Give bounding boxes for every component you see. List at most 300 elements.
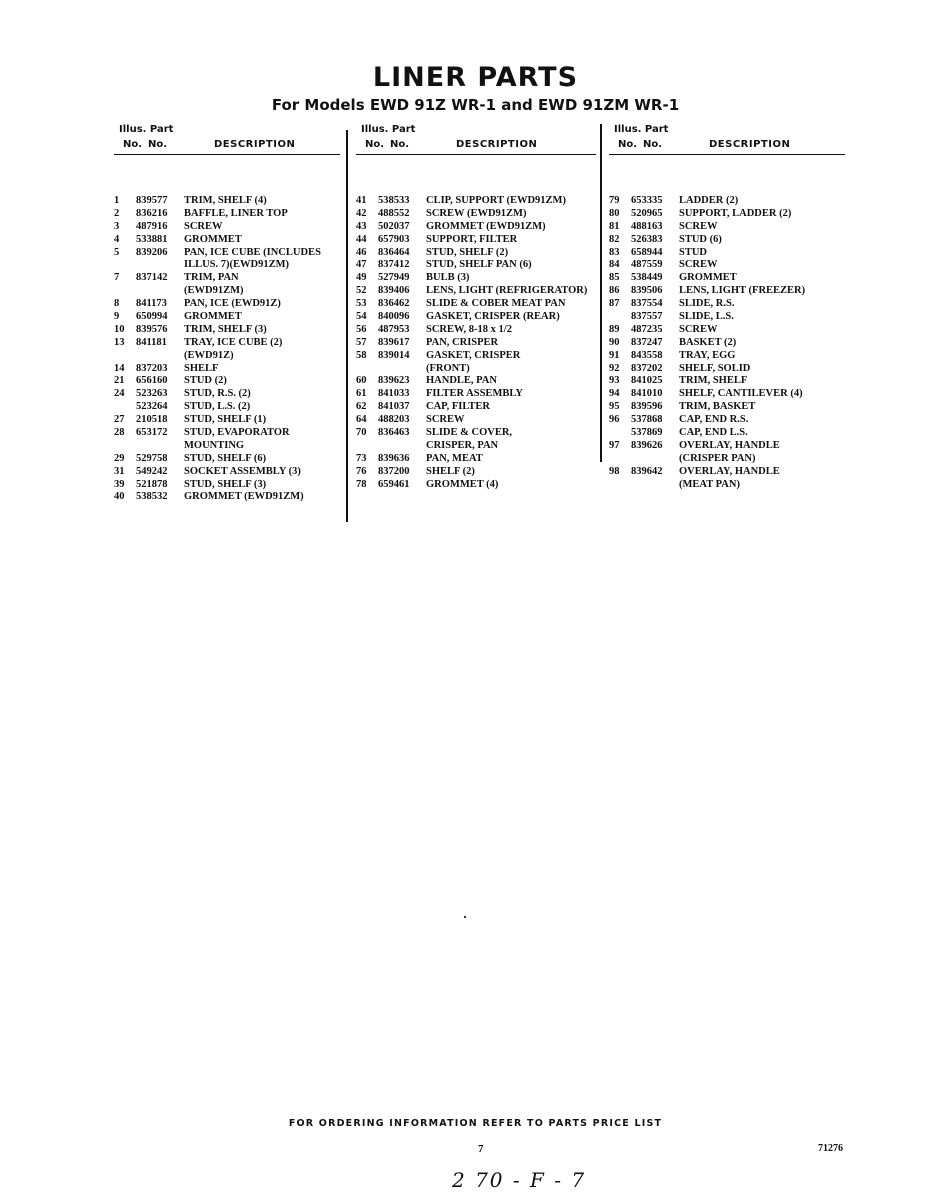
parts-row: [114, 311, 340, 324]
parts-row: [356, 479, 596, 492]
part-no: 837203: [136, 362, 168, 374]
parts-row: [609, 337, 845, 350]
description: GROMMET (4): [426, 478, 499, 490]
parts-row: [609, 234, 845, 247]
part-no: 839636: [378, 452, 410, 464]
illus-no: 57: [356, 336, 367, 348]
description: SCREW: [679, 259, 718, 271]
ordering-info: FOR ORDERING INFORMATION REFER TO PARTS PRICE LIST: [288, 1118, 663, 1129]
description: PAN, ICE CUBE (INCLUDES: [184, 246, 321, 258]
part-no: 841181: [136, 336, 167, 348]
parts-row: [356, 440, 596, 453]
illus-no: 61: [356, 388, 367, 400]
description: CAP, END R.S.: [679, 414, 749, 426]
description: STUD, R.S. (2): [184, 388, 251, 400]
parts-row: [114, 453, 340, 466]
description: OVERLAY, HANDLE: [679, 465, 780, 477]
description: CLIP, SUPPORT (EWD91ZM): [426, 195, 566, 206]
illus-no: 81: [609, 220, 620, 232]
illus-no: 89: [609, 323, 620, 335]
description: GASKET, CRISPER (REAR): [426, 311, 560, 323]
column-header: [609, 122, 845, 155]
header-illus-no: No.: [365, 139, 385, 150]
description: (EWD91ZM): [184, 285, 244, 297]
description: STUD, SHELF (3): [184, 478, 267, 490]
illus-no: 97: [609, 439, 620, 451]
illus-no: 80: [609, 207, 620, 219]
description: SLIDE, R.S.: [679, 298, 735, 310]
description: SHELF, SOLID: [679, 362, 751, 374]
illus-no: [356, 363, 378, 376]
description: CAP, FILTER: [426, 401, 490, 413]
description: (EWD91Z): [184, 349, 234, 361]
illus-no: 41: [356, 195, 367, 206]
illus-no: 7: [114, 272, 120, 284]
illus-no: 73: [356, 452, 367, 464]
part-no: 837202: [631, 362, 663, 374]
parts-row: [356, 311, 596, 324]
description: GROMMET: [184, 311, 242, 323]
part-no: 837554: [631, 298, 663, 310]
description: STUD, L.S. (2): [184, 401, 251, 413]
parts-row: [356, 350, 596, 363]
part-no: 836216: [136, 207, 168, 219]
description: SCREW: [184, 220, 223, 232]
parts-row: [114, 272, 340, 285]
description: SLIDE & COBER MEAT PAN: [426, 298, 566, 310]
document-code: 71276: [818, 1143, 843, 1154]
illus-no: 84: [609, 259, 620, 271]
description: SHELF (2): [426, 465, 475, 477]
description: OVERLAY, HANDLE: [679, 439, 780, 451]
illus-no: [356, 440, 378, 453]
illus-no: 53: [356, 298, 367, 310]
part-no: 658944: [631, 246, 663, 258]
part-no: 650994: [136, 311, 168, 323]
illus-no: 10: [114, 323, 125, 335]
parts-row: [609, 324, 845, 337]
description: GROMMET: [184, 233, 242, 245]
header-part-no: No.: [148, 139, 168, 150]
illus-no: 60: [356, 375, 367, 387]
parts-row: [114, 427, 340, 440]
parts-row: [609, 466, 845, 479]
header-part-no: No.: [390, 139, 410, 150]
part-no: 549242: [136, 465, 168, 477]
illus-no: [609, 311, 631, 324]
illus-no: 94: [609, 388, 620, 400]
illus-no: 3: [114, 220, 120, 232]
description: GROMMET (EWD91ZM): [426, 220, 546, 232]
description: SUPPORT, LADDER (2): [679, 207, 792, 219]
illus-no: 86: [609, 285, 620, 297]
parts-row: [356, 298, 596, 311]
description: STUD, SHELF (2): [426, 246, 509, 258]
part-no: 836464: [378, 246, 410, 258]
illus-no: 24: [114, 388, 125, 400]
part-no: 657903: [378, 233, 410, 245]
illus-no: 43: [356, 220, 367, 232]
illus-no: 27: [114, 414, 125, 426]
description: PAN, ICE (EWD91Z): [184, 298, 281, 310]
parts-row: [356, 221, 596, 234]
parts-column-1: [114, 122, 340, 504]
description: SLIDE & COVER,: [426, 427, 513, 439]
part-no: 538532: [136, 491, 168, 503]
description: STUD (2): [184, 375, 227, 387]
description: MOUNTING: [184, 439, 245, 451]
parts-row: [356, 466, 596, 479]
illus-no: 5: [114, 246, 120, 258]
illus-no: [609, 479, 631, 492]
illus-no: 70: [356, 427, 367, 439]
parts-row: [356, 324, 596, 337]
parts-row: [114, 208, 340, 221]
description: SCREW: [679, 323, 718, 335]
part-no: 488203: [378, 414, 410, 426]
illus-no: 14: [114, 362, 125, 374]
column-divider: [600, 124, 602, 462]
illus-no: 31: [114, 465, 125, 477]
description: STUD, SHELF (1): [184, 414, 267, 426]
part-no: [136, 285, 184, 298]
parts-row: [114, 285, 340, 298]
illus-no: [114, 285, 136, 298]
description: SHELF, CANTILEVER (4): [679, 388, 803, 400]
parts-row: [356, 388, 596, 401]
part-no: 841173: [136, 298, 167, 310]
parts-row: [609, 195, 845, 208]
illus-no: 42: [356, 207, 367, 219]
description: SCREW, 8-18 x 1/2: [426, 323, 512, 335]
illus-no: [609, 427, 631, 440]
description: TRIM, SHELF: [679, 375, 748, 387]
header-description: DESCRIPTION: [214, 139, 296, 150]
description: SCREW: [679, 220, 718, 232]
parts-row: [609, 479, 845, 492]
parts-list: [356, 195, 596, 491]
illus-no: 52: [356, 285, 367, 297]
part-no: 656160: [136, 375, 168, 387]
illus-no: 95: [609, 401, 620, 413]
parts-row: [609, 298, 845, 311]
parts-row: [114, 298, 340, 311]
illus-no: 93: [609, 375, 620, 387]
description: TRIM, PAN: [184, 272, 239, 284]
illus-no: 64: [356, 414, 367, 426]
parts-row: [114, 401, 340, 414]
part-no: 837200: [378, 465, 410, 477]
part-no: 523264: [136, 401, 168, 413]
parts-list: [114, 195, 340, 504]
part-no: 837247: [631, 336, 663, 348]
description: SCREW (EWD91ZM): [426, 207, 527, 219]
description: TRIM, SHELF (4): [184, 195, 267, 206]
description: CAP, END L.S.: [679, 427, 748, 439]
column-divider: [346, 130, 348, 522]
illus-no: 62: [356, 401, 367, 413]
description: BASKET (2): [679, 336, 737, 348]
part-no: 839617: [378, 336, 410, 348]
part-no: 839577: [136, 195, 168, 206]
parts-row: [114, 324, 340, 337]
parts-row: [609, 427, 845, 440]
illus-no: 54: [356, 311, 367, 323]
description: (FRONT): [426, 362, 470, 374]
part-no: 839626: [631, 439, 663, 451]
description: (CRISPER PAN): [679, 452, 756, 464]
illus-no: 91: [609, 349, 620, 361]
parts-row: [609, 363, 845, 376]
parts-row: [356, 234, 596, 247]
part-no: 533881: [136, 233, 168, 245]
illus-no: 4: [114, 233, 120, 245]
part-no: 526383: [631, 233, 663, 245]
column-header: [114, 122, 340, 155]
part-no: 841010: [631, 388, 663, 400]
part-no: 836462: [378, 298, 410, 310]
parts-row: [609, 247, 845, 260]
illus-no: 8: [114, 298, 120, 310]
parts-row: [114, 479, 340, 492]
illus-no: 2: [114, 207, 120, 219]
description: ILLUS. 7)(EWD91ZM): [184, 259, 290, 271]
illus-no: 47: [356, 259, 367, 271]
handwritten-note: 2 70 - F - 7: [452, 1168, 587, 1192]
parts-row: [114, 388, 340, 401]
page-subtitle: For Models EWD 91Z WR-1 and EWD 91ZM WR-1: [271, 96, 680, 114]
description: STUD, EVAPORATOR: [184, 427, 290, 439]
parts-row: [609, 272, 845, 285]
part-no: 839206: [136, 246, 168, 258]
description: SHELF: [184, 362, 219, 374]
part-no: 839596: [631, 401, 663, 413]
part-no: 839506: [631, 285, 663, 297]
header-illus-no: No.: [123, 139, 143, 150]
parts-row: [114, 491, 340, 504]
parts-row: [356, 247, 596, 260]
part-no: 488163: [631, 220, 663, 232]
illus-no: 49: [356, 272, 367, 284]
description: PAN, CRISPER: [426, 336, 499, 348]
illus-no: [114, 259, 136, 272]
header-illus-part: Illus. Part: [361, 124, 416, 135]
illus-no: 29: [114, 452, 125, 464]
illus-no: 56: [356, 323, 367, 335]
illus-no: 78: [356, 478, 367, 490]
parts-row: [356, 427, 596, 440]
part-no: 839014: [378, 349, 410, 361]
illus-no: 40: [114, 491, 125, 503]
parts-row: [356, 375, 596, 388]
illus-no: 96: [609, 414, 620, 426]
parts-row: [356, 208, 596, 221]
part-no: 487559: [631, 259, 663, 271]
description: STUD, SHELF (6): [184, 452, 267, 464]
part-no: [136, 350, 184, 363]
illus-no: 85: [609, 272, 620, 284]
illus-no: 1: [114, 195, 120, 206]
parts-row: [356, 337, 596, 350]
parts-row: [609, 259, 845, 272]
part-no: 839623: [378, 375, 410, 387]
parts-column-2: [356, 122, 596, 491]
parts-row: [609, 221, 845, 234]
illus-no: 82: [609, 233, 620, 245]
description: GROMMET: [679, 272, 737, 284]
description: TRIM, SHELF (3): [184, 323, 267, 335]
description: TRIM, BASKET: [679, 401, 756, 413]
parts-row: [356, 453, 596, 466]
parts-row: [114, 247, 340, 260]
part-no: 488552: [378, 207, 410, 219]
part-no: 839576: [136, 323, 168, 335]
parts-row: [356, 272, 596, 285]
part-no: 527949: [378, 272, 410, 284]
illus-no: 39: [114, 478, 125, 490]
part-no: 487916: [136, 220, 168, 232]
parts-row: [114, 375, 340, 388]
description: SUPPORT, FILTER: [426, 233, 518, 245]
illus-no: 9: [114, 311, 120, 323]
part-no: 837412: [378, 259, 410, 271]
parts-row: [356, 259, 596, 272]
parts-list: [609, 195, 845, 491]
illus-no: 76: [356, 465, 367, 477]
header-description: DESCRIPTION: [456, 139, 538, 150]
parts-row: [114, 337, 340, 350]
description: BAFFLE, LINER TOP: [184, 207, 288, 219]
illus-no: [114, 401, 136, 414]
description: SOCKET ASSEMBLY (3): [184, 465, 301, 477]
part-no: [631, 479, 679, 492]
part-no: 520965: [631, 207, 663, 219]
description: STUD, SHELF PAN (6): [426, 259, 532, 271]
part-no: 537869: [631, 427, 663, 439]
parts-row: [609, 388, 845, 401]
parts-row: [114, 440, 340, 453]
illus-no: 44: [356, 233, 367, 245]
parts-row: [356, 363, 596, 376]
illus-no: 79: [609, 195, 620, 206]
part-no: [378, 363, 426, 376]
description: TRAY, ICE CUBE (2): [184, 336, 283, 348]
part-no: [136, 259, 184, 272]
illus-no: 90: [609, 336, 620, 348]
parts-row: [114, 221, 340, 234]
part-no: 538533: [378, 195, 410, 206]
parts-column-3: [609, 122, 845, 491]
parts-row: [609, 375, 845, 388]
part-no: [378, 440, 426, 453]
part-no: 839642: [631, 465, 663, 477]
parts-row: [609, 350, 845, 363]
description: LENS, LIGHT (REFRIGERATOR): [426, 285, 588, 297]
part-no: 523263: [136, 388, 168, 400]
header-part-no: No.: [643, 139, 663, 150]
parts-row: [114, 259, 340, 272]
column-header: [356, 122, 596, 155]
description: PAN, MEAT: [426, 452, 483, 464]
parts-row: [609, 453, 845, 466]
header-illus-part: Illus. Part: [614, 124, 669, 135]
part-no: 502037: [378, 220, 410, 232]
parts-row: [356, 285, 596, 298]
part-no: 521878: [136, 478, 168, 490]
part-no: 839406: [378, 285, 410, 297]
description: GASKET, CRISPER: [426, 349, 521, 361]
description: LENS, LIGHT (FREEZER): [679, 285, 806, 297]
illus-no: [609, 453, 631, 466]
description: (MEAT PAN): [679, 478, 740, 490]
parts-row: [114, 234, 340, 247]
description: GROMMET (EWD91ZM): [184, 491, 304, 503]
header-illus-no: No.: [618, 139, 638, 150]
parts-row: [609, 414, 845, 427]
illus-no: [114, 350, 136, 363]
part-no: 487953: [378, 323, 410, 335]
part-no: 840096: [378, 311, 410, 323]
parts-row: [114, 350, 340, 363]
description: STUD: [679, 246, 708, 258]
description: SCREW: [426, 414, 465, 426]
description: STUD (6): [679, 233, 722, 245]
part-no: 837142: [136, 272, 168, 284]
parts-row: [609, 208, 845, 221]
description: LADDER (2): [679, 195, 739, 206]
illus-no: 92: [609, 362, 620, 374]
illus-no: 87: [609, 298, 620, 310]
illus-no: 98: [609, 465, 620, 477]
part-no: 837557: [631, 311, 663, 323]
illus-no: 28: [114, 427, 125, 439]
header-description: DESCRIPTION: [709, 139, 791, 150]
illus-no: 13: [114, 336, 125, 348]
illus-no: 21: [114, 375, 125, 387]
description: TRAY, EGG: [679, 349, 736, 361]
illus-no: 83: [609, 246, 620, 258]
part-no: 836463: [378, 427, 410, 439]
description: CRISPER, PAN: [426, 439, 499, 451]
part-no: 659461: [378, 478, 410, 490]
parts-row: [609, 285, 845, 298]
parts-row: [609, 440, 845, 453]
parts-row: [356, 414, 596, 427]
part-no: 538449: [631, 272, 663, 284]
part-no: [136, 440, 184, 453]
parts-row: [609, 311, 845, 324]
description: FILTER ASSEMBLY: [426, 388, 523, 400]
part-no: 841037: [378, 401, 410, 413]
part-no: 841033: [378, 388, 410, 400]
description: SLIDE, L.S.: [679, 311, 734, 323]
part-no: 210518: [136, 414, 168, 426]
parts-row: [114, 363, 340, 376]
parts-row: [114, 414, 340, 427]
parts-row: [609, 401, 845, 414]
illus-no: [114, 440, 136, 453]
part-no: 653172: [136, 427, 168, 439]
part-no: 537868: [631, 414, 663, 426]
part-no: 529758: [136, 452, 168, 464]
part-no: 841025: [631, 375, 663, 387]
page-number: 7: [478, 1143, 484, 1155]
description: HANDLE, PAN: [426, 375, 497, 387]
page-title: LINER PARTS: [372, 62, 579, 93]
part-no: 487235: [631, 323, 663, 335]
description: BULB (3): [426, 272, 470, 284]
speck: [464, 916, 466, 918]
